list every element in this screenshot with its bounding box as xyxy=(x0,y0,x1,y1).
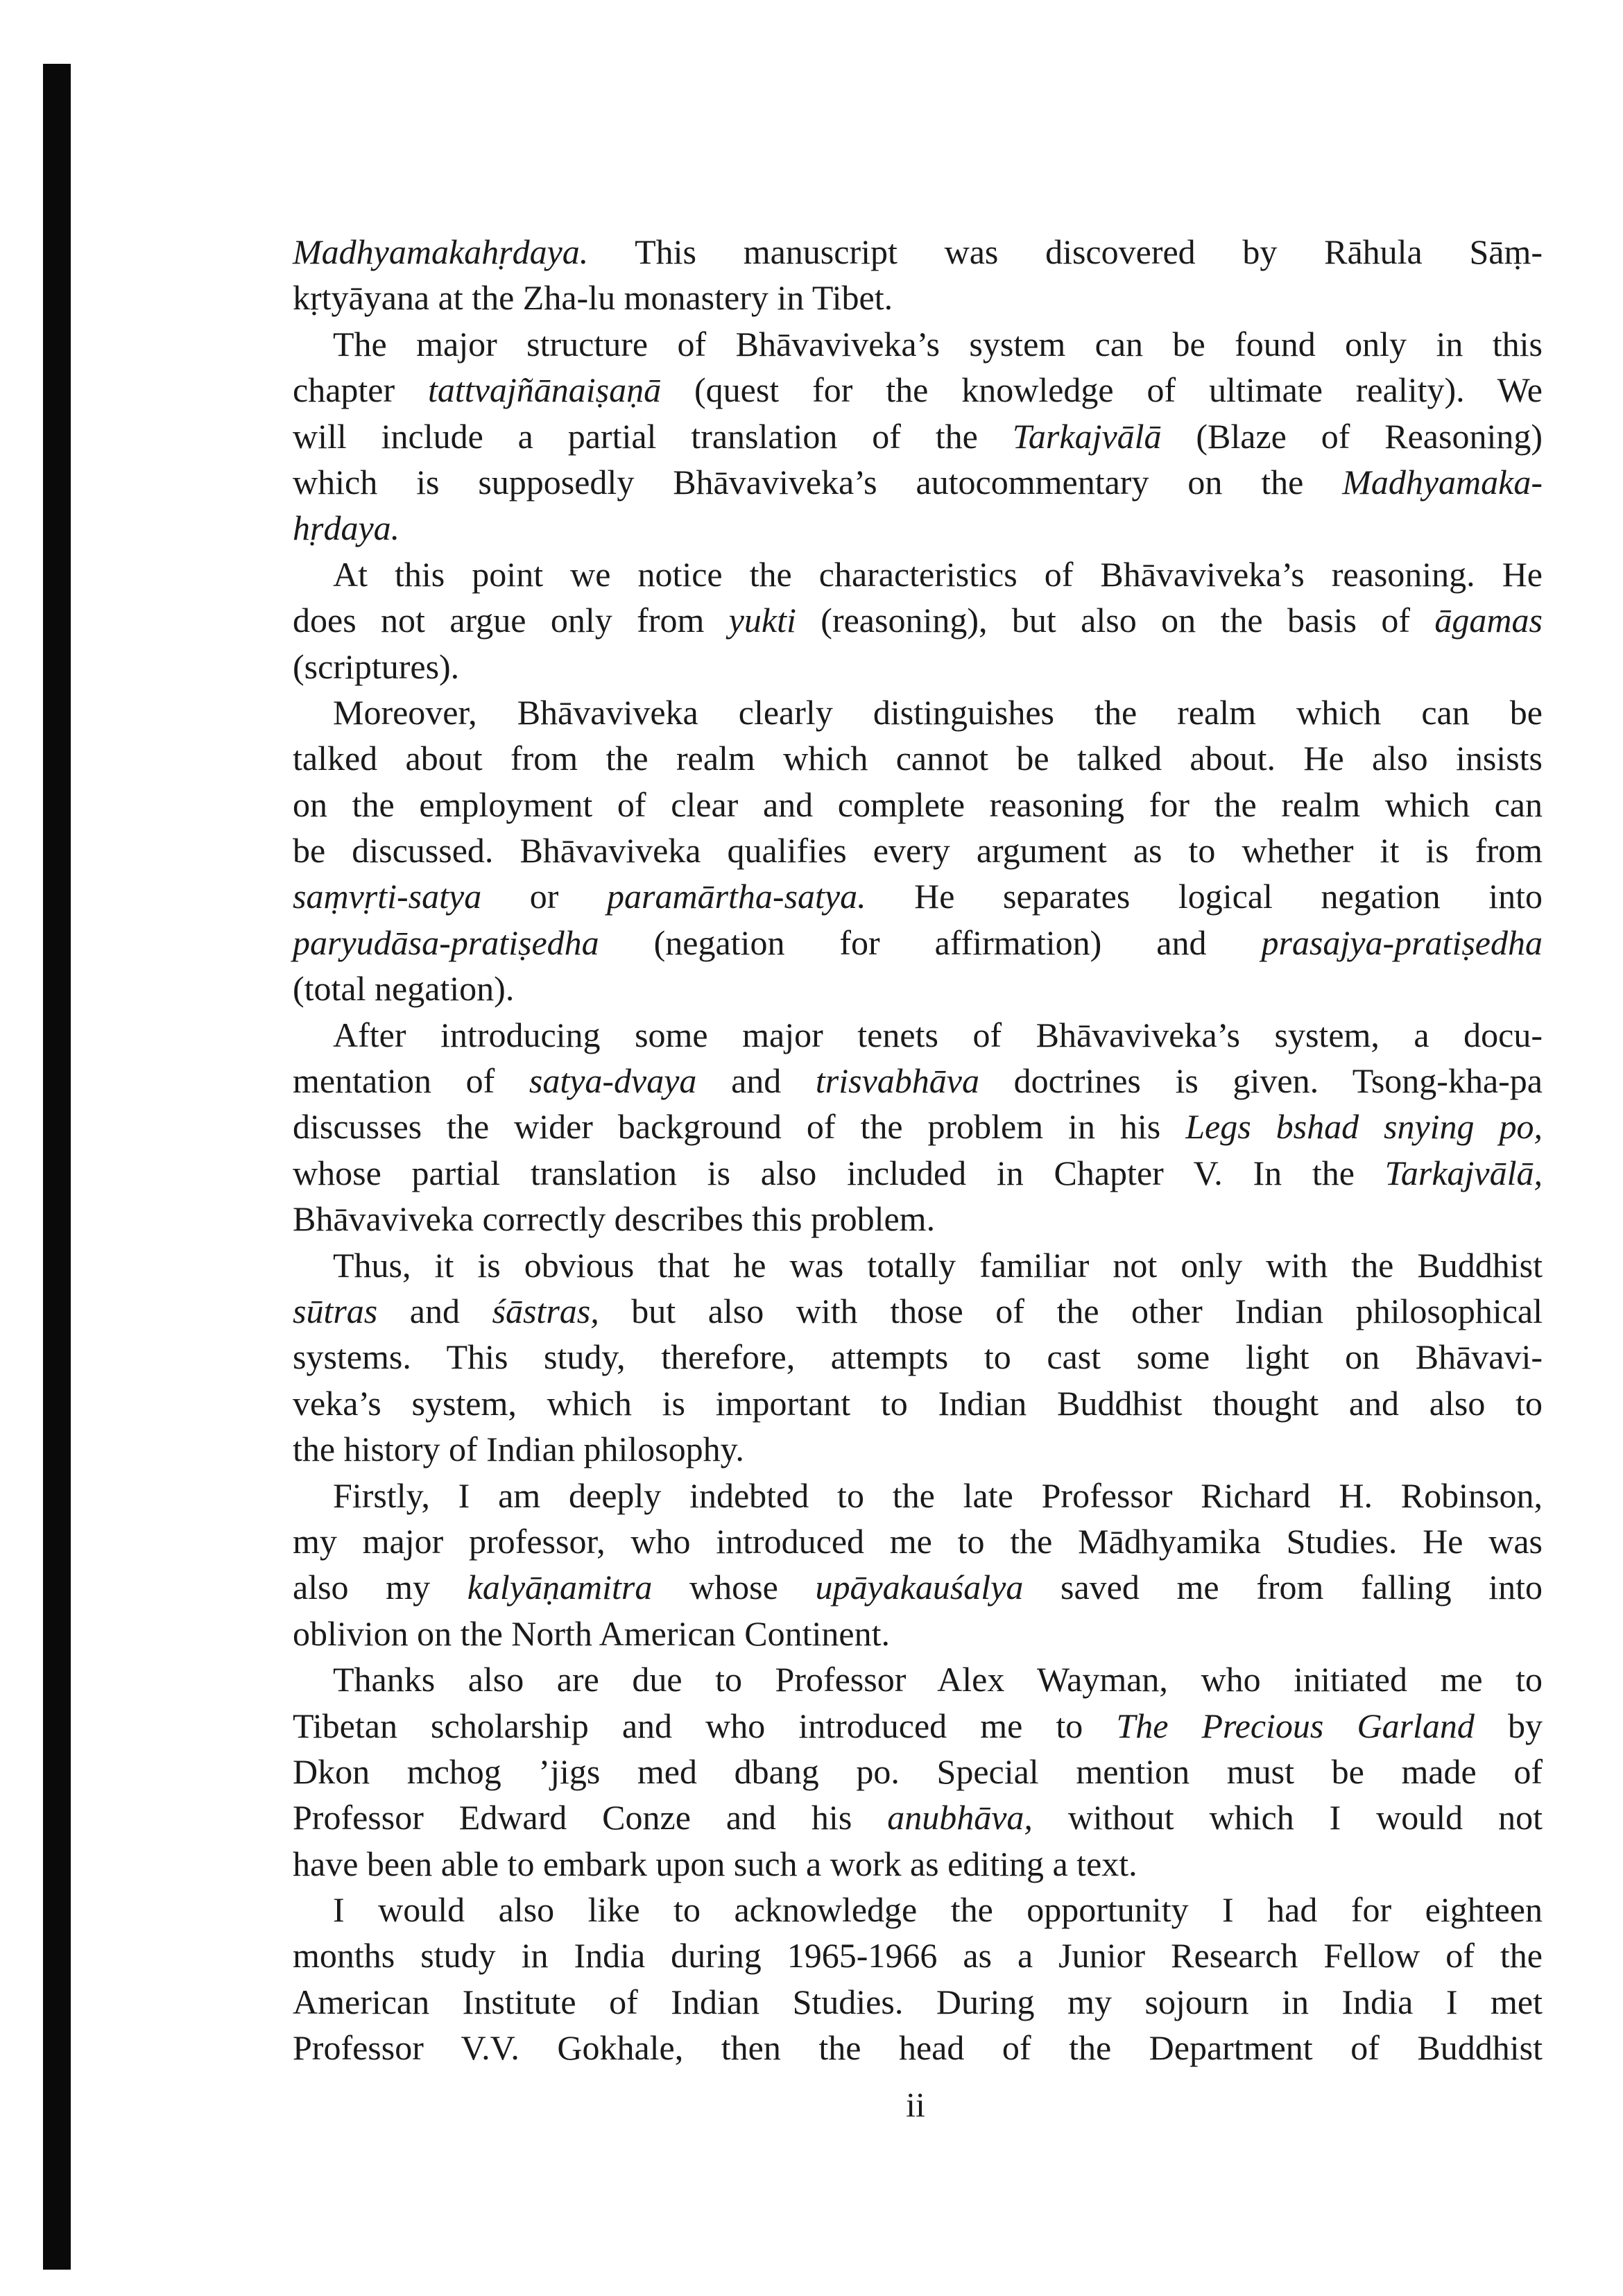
text-line xyxy=(293,2025,1543,2071)
text-run: Thanks also are due to Professor Alex Wayman, who initiated me to xyxy=(333,1660,1543,1699)
italic-term: prasajya-pratiṣedha xyxy=(1261,923,1543,962)
text-run: saved me from falling into xyxy=(1023,1568,1543,1607)
italic-term: hṛdaya. xyxy=(293,508,400,548)
text-run: but also with those of the other Indian philosophical xyxy=(599,1291,1543,1330)
text-line xyxy=(293,689,1543,735)
text-run: without which I would not xyxy=(1032,1798,1543,1837)
text-run: Dkon mchog ’jigs med dbang po. Special mention must be made of xyxy=(293,1751,1543,1791)
text-run: doctrines is given. Tsong-kha-pa xyxy=(979,1061,1543,1101)
text-line xyxy=(293,1473,1543,1518)
text-run: does not argue only from xyxy=(293,601,729,640)
text-line xyxy=(293,1242,1543,1288)
text-run: whose xyxy=(652,1568,816,1607)
text-run: Professor V.V. Gokhale, then the head of the Department of Buddhist xyxy=(293,2028,1543,2068)
text-run: chapter xyxy=(293,370,429,410)
text-line xyxy=(293,920,1543,966)
text-run: systems. This study, therefore, attempts to cast some light on Bhāvavi- xyxy=(293,1337,1543,1377)
text-run: (Blaze of Reasoning) xyxy=(1161,416,1543,456)
text-run: At this point we notice the characteristics of Bhāvaviveka’s reasoning. He xyxy=(333,554,1543,594)
italic-term: sūtras xyxy=(293,1291,378,1330)
text-line xyxy=(293,966,1543,1011)
italic-term: yukti xyxy=(728,601,796,640)
text-run: oblivion on the North American Continent. xyxy=(293,1613,890,1653)
text-line xyxy=(293,1794,1543,1840)
text-line xyxy=(293,1887,1543,1933)
text-run: I would also like to acknowledge the opportunity I had for eighteen xyxy=(333,1890,1543,1930)
text-line xyxy=(293,413,1543,459)
italic-term: upāyakauśalya xyxy=(815,1568,1024,1607)
text-line xyxy=(293,1749,1543,1794)
text-line xyxy=(293,873,1543,919)
text-line xyxy=(293,1933,1543,1978)
italic-term: Tarkajvālā, xyxy=(1384,1153,1543,1192)
text-line xyxy=(293,1703,1543,1749)
text-line xyxy=(293,1012,1543,1058)
text-run: After introducing some major tenets of Bhāvaviveka’s system, a docu- xyxy=(333,1015,1543,1054)
text-line xyxy=(293,1564,1543,1610)
italic-term: paramārtha-satya. xyxy=(607,877,866,916)
italic-term: anubhāva, xyxy=(887,1798,1033,1837)
text-line xyxy=(293,735,1543,781)
text-run: also my xyxy=(293,1568,467,1607)
text-line xyxy=(293,551,1543,597)
text-run: Bhāvaviveka correctly describes this problem. xyxy=(293,1199,936,1239)
text-run: (scriptures). xyxy=(293,646,460,686)
text-line xyxy=(293,1150,1543,1196)
text-line xyxy=(293,1196,1543,1242)
text-line xyxy=(293,1426,1543,1472)
text-run: mentation of xyxy=(293,1061,529,1101)
text-line xyxy=(293,229,1543,275)
text-run: be discussed. Bhāvaviveka qualifies every argument as to whether it is from xyxy=(293,831,1543,871)
text-line xyxy=(293,1841,1543,1887)
italic-term: The Precious Garland xyxy=(1116,1706,1475,1745)
text-run: the history of Indian philosophy. xyxy=(293,1430,744,1469)
text-line xyxy=(293,367,1543,413)
italic-term: śāstras, xyxy=(492,1291,599,1330)
text-run: (total negation). xyxy=(293,969,515,1009)
text-line xyxy=(293,1979,1543,2025)
text-run: and xyxy=(377,1291,492,1330)
text-line xyxy=(293,828,1543,873)
text-line xyxy=(293,321,1543,367)
text-line xyxy=(293,1104,1543,1149)
text-line xyxy=(293,1288,1543,1334)
text-run: have been able to embark upon such a work as editing a text. xyxy=(293,1844,1137,1883)
italic-term: satya-dvaya xyxy=(529,1061,697,1101)
text-line xyxy=(293,1518,1543,1564)
text-line xyxy=(293,782,1543,828)
text-run: kṛtyāyana at the Zha-lu monastery in Tibet. xyxy=(293,278,893,318)
italic-term: saṃvṛti-satya xyxy=(293,877,482,916)
body-text xyxy=(293,229,1543,2071)
italic-term: Tarkajvālā xyxy=(1012,416,1162,456)
text-line xyxy=(293,1334,1543,1380)
text-run: Firstly, I am deeply indebted to the late Professor Richard H. Robinson, xyxy=(333,1475,1543,1515)
text-line xyxy=(293,1380,1543,1426)
text-run: Moreover, Bhāvaviveka clearly distinguishes the realm which can be xyxy=(333,692,1543,732)
text-line xyxy=(293,1058,1543,1104)
text-run: discusses the wider background of the problem in his xyxy=(293,1107,1186,1147)
text-line xyxy=(293,275,1543,320)
text-run: on the employment of clear and complete reasoning for the realm which can xyxy=(293,785,1543,824)
italic-term: āgamas xyxy=(1434,601,1543,640)
italic-term: trisvabhāva xyxy=(815,1061,979,1101)
italic-term: Madhyamakahṛdaya. xyxy=(293,232,589,271)
italic-term: Madhyamaka- xyxy=(1342,462,1543,502)
page-number: ii xyxy=(906,2085,925,2124)
italic-term: paryudāsa-pratiṣedha xyxy=(293,923,599,962)
text-line xyxy=(293,459,1543,505)
text-run: which is supposedly Bhāvaviveka’s autocommentary on the xyxy=(293,462,1343,502)
text-run: American Institute of Indian Studies. During my sojourn in India I met xyxy=(293,1982,1543,2021)
italic-term: kalyāṇamitra xyxy=(467,1568,653,1607)
text-run: talked about from the realm which cannot be talked about. He also insists xyxy=(293,739,1543,778)
text-run: He separates logical negation into xyxy=(866,877,1543,916)
text-run: veka’s system, which is important to Indian Buddhist thought and also to xyxy=(293,1383,1543,1423)
text-run: months study in India during 1965-1966 as a Junior Research Fellow of the xyxy=(293,1936,1543,1976)
text-run: Professor Edward Conze and his xyxy=(293,1798,888,1837)
text-run: or xyxy=(481,877,607,916)
text-run: whose partial translation is also included in Chapter V. In the xyxy=(293,1153,1385,1192)
italic-term: tattvajñānaiṣaṇā xyxy=(428,370,662,410)
text-run: by xyxy=(1474,1706,1543,1745)
text-line xyxy=(293,1656,1543,1702)
scan-binding-edge xyxy=(43,64,71,2270)
text-run: Thus, it is obvious that he was totally familiar not only with the Buddhist xyxy=(333,1245,1543,1285)
text-run: (negation for affirmation) and xyxy=(599,923,1262,962)
italic-term: Legs bshad snying po, xyxy=(1185,1107,1543,1147)
text-run: my major professor, who introduced me to the Mādhyamika Studies. He was xyxy=(293,1521,1543,1561)
text-run: (quest for the knowledge of ultimate reality). We xyxy=(661,370,1543,410)
text-line xyxy=(293,505,1543,551)
text-run: Tibetan scholarship and who introduced me to xyxy=(293,1706,1117,1745)
text-run: and xyxy=(696,1061,816,1101)
text-run: will include a partial translation of the xyxy=(293,416,1013,456)
text-run: The major structure of Bhāvaviveka’s system can be found only in this xyxy=(333,324,1543,363)
text-line xyxy=(293,644,1543,689)
text-line xyxy=(293,597,1543,643)
text-run: This manuscript was discovered by Rāhula Sāṃ- xyxy=(588,232,1543,271)
text-run: (reasoning), but also on the basis of xyxy=(796,601,1435,640)
text-line xyxy=(293,1611,1543,1656)
